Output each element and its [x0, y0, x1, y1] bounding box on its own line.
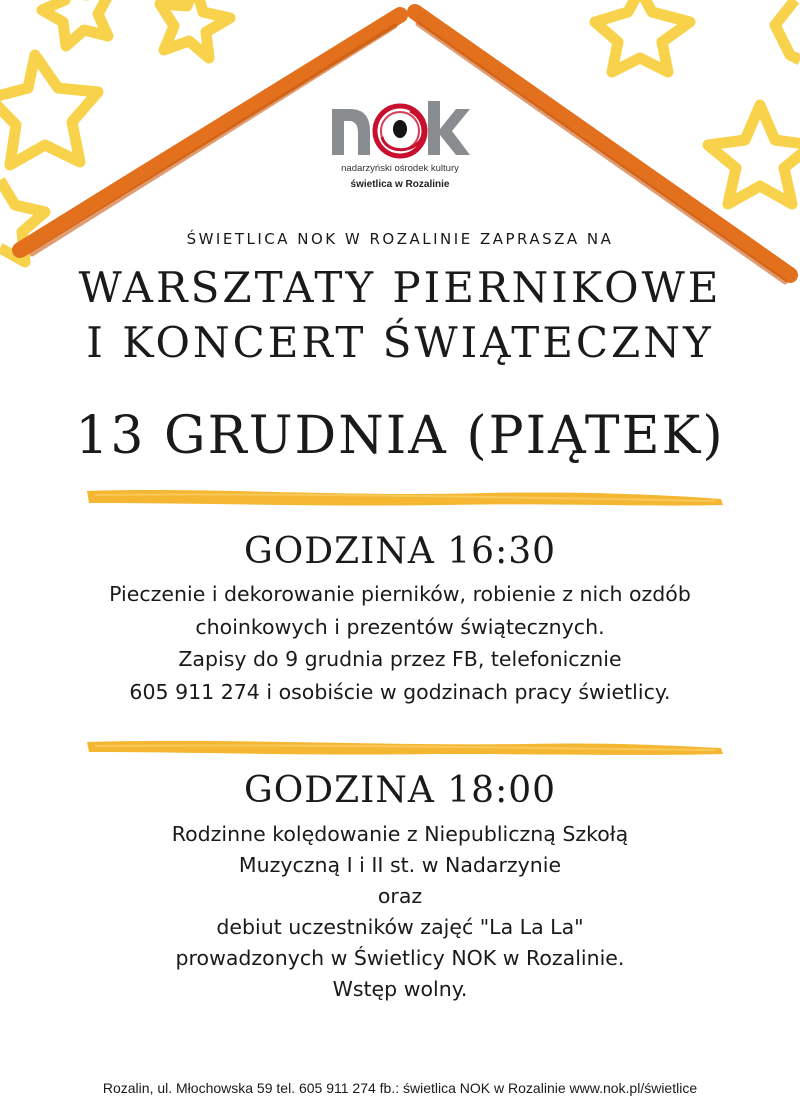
star-icon: [595, 0, 690, 72]
contact-footer: Rozalin, ul. Młochowska 59 tel. 605 911 274 fb.: świetlica NOK w Rozalinie www.nok.pl/świetlice: [102, 1080, 698, 1096]
session-1-line: 605 911 274 i osobiście w godzinach pracy świetlicy.: [129, 679, 671, 704]
session-2-line: Muzyczną I i II st. w Nadarzynie: [238, 853, 562, 877]
session-1-line: Pieczenie i dekorowanie pierników, robienie z nich ozdób: [109, 582, 691, 606]
invite-line: ŚWIETLICA NOK W ROZALINIE ZAPRASZA NA: [186, 230, 614, 248]
session-2-line: debiut uczestników zajęć "La La La": [216, 915, 584, 939]
session-2-hour: GODZINA 18:00: [243, 770, 557, 811]
session-1-line: Zapisy do 9 grudnia przez FB, telefonicznie: [178, 647, 622, 671]
logo-caption-1: nadarzyński ośrodek kultury: [341, 163, 459, 174]
session-2-line: Wstęp wolny.: [332, 977, 468, 1001]
star-icon: [708, 105, 800, 204]
star-icon: [0, 55, 98, 165]
session-2-line: Rodzinne kolędowanie z Niepubliczną Szkołą: [171, 822, 629, 846]
brush-divider-1: [85, 483, 725, 513]
star-icon: [160, 0, 230, 58]
session-2-line: oraz: [377, 884, 423, 908]
nok-logo: [330, 95, 470, 190]
logo-caption-2: świetlica w Rozalinie: [350, 179, 450, 190]
star-icon: [775, 0, 800, 60]
brush-divider-2: [85, 732, 725, 762]
session-1-description: [0, 578, 800, 708]
event-title-line-2: I KONCERT ŚWIĄTECZNY: [86, 318, 714, 367]
event-date: 13 GRUDNIA (PIĄTEK): [75, 406, 725, 466]
session-1-hour: GODZINA 16:30: [243, 531, 557, 572]
event-title-line-1: WARSZTATY PIERNIKOWE: [78, 263, 722, 312]
nok-logo-mark: [330, 95, 470, 159]
session-2-description: [0, 819, 800, 1005]
session-2-line: prowadzonych w Świetlicy NOK w Rozalinie.: [175, 946, 625, 970]
star-icon: [42, 0, 110, 46]
session-1-line: choinkowych i prezentów świątecznych.: [195, 614, 605, 639]
